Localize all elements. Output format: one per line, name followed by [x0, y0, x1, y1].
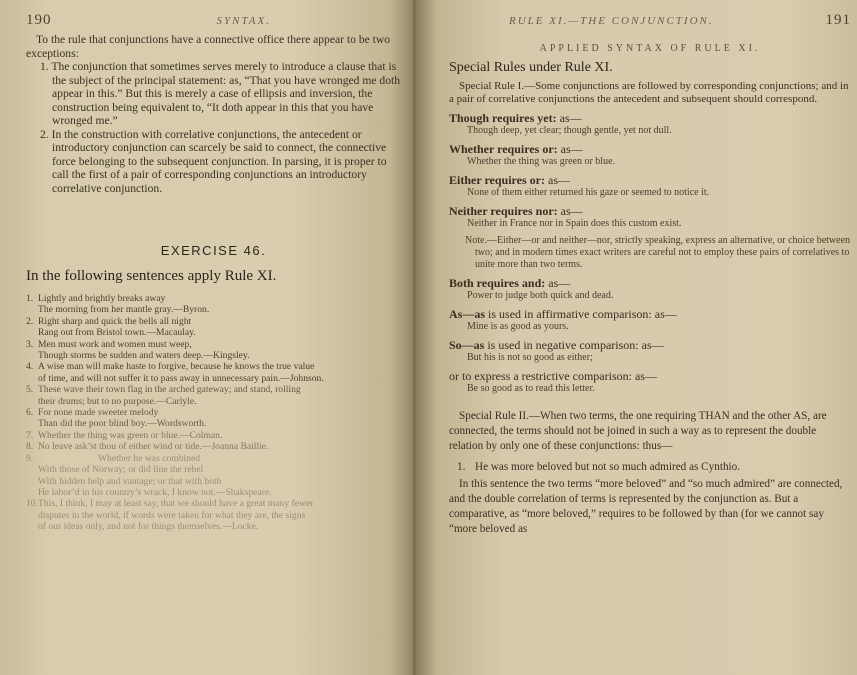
right-page-number: 191 — [825, 12, 851, 28]
rule-both: Both requires and: as— Power to judge both quick and dead. — [449, 276, 851, 302]
right-running-head — [449, 12, 851, 29]
right-page — [415, 0, 857, 675]
list-item: 4. A wise man will make haste to forgive, because he knows the true value of time, and will not suffer it to pass away in unnecessary pain.—Johnson. — [26, 361, 324, 384]
rule-neither: Neither requires nor: as— Neither in France nor in Spain does this custom exist. — [449, 204, 851, 230]
exceptions-section — [26, 33, 401, 195]
exercise-instruction: In the following sentences apply Rule XI. — [26, 268, 277, 284]
list-item: 5. These wave their town flag in the arched gateway; and stand, rolling their drums; but to no purpose.—Carlyle. — [26, 384, 301, 407]
rule-example: None of them either returned his gaze or seemed to notice it. — [467, 187, 710, 198]
rule-example: Neither in France nor in Spain does this custom exist. — [467, 218, 682, 229]
special-rule-1: Special Rule I.—Some conjunctions are followed by corresponding conjunctions; and in a pair of correlative conjunctions the antecedent and subsequent should correspond. — [449, 80, 849, 105]
rule-2-discussion: In this sentence the two terms “more beloved” and “so much admired” are connected, and the double correlation of terms is represented by the conjunction as. But a comparative, as “more beloved,” requires to be followed by than (for we cannot say “more beloved as — [449, 478, 843, 535]
exception-item-1: 1. The conjunction that sometimes serves merely to introduce a clause that is the subject of the principal statement: as, “That you have wronged me doth appear in this.” But this is merely a case of ellipsis and inversion, the construction being equivalent to, “It doth appear in this that you have wronged me.” — [40, 60, 401, 127]
exercise-title: EXERCISE 46. — [160, 243, 267, 258]
rule-example: Be so good as to read this letter. — [467, 383, 595, 394]
rule-example: Power to judge both quick and dead. — [467, 290, 614, 301]
exercise-sentences — [26, 293, 401, 533]
list-item: 6. For none made sweeter melody Than did the poor blind boy.—Wordsworth. — [26, 407, 207, 430]
rule-2-example: 1. He was more beloved but not so much admired as Cynthio. — [457, 461, 741, 473]
left-running-head — [26, 12, 401, 29]
list-item: 8. No leave ask’st thou of either wind or tide.—Joanna Baillie. — [26, 441, 269, 453]
special-rule-2: Special Rule II.—When two terms, the one requiring THAN and the other AS, are connected, the terms should not be joined in such a way as to represent the double relation by only one of these conjunctions: thus— — [449, 410, 827, 452]
left-page — [0, 0, 415, 675]
exceptions-intro: To the rule that conjunctions have a connective office there appear to be two exceptions: — [26, 33, 391, 60]
rule-so-as: So—as is used in negative comparison: as— But his is not so good as either; — [449, 338, 851, 364]
rule-example: Though deep, yet clear; though gentle, yet not dull. — [467, 125, 672, 136]
list-item: 2. Right sharp and quick the bells all night Rang out from Bristol town.—Macaulay. — [26, 315, 196, 339]
right-running-title: RULE XI.—THE CONJUNCTION. — [509, 15, 714, 27]
list-item: 7. Whether the thing was green or blue.—Colman. — [26, 429, 223, 441]
exception-item-2: 2. In the construction with correlative conjunctions, the antecedent or introductory conjunction can scarcely be said to connect, the connective force belonging to the subsequent conjunction. In parsing, it is proper to call the first of a pair of corresponding conjunctions an introductory correlative conjunction. — [40, 127, 387, 195]
rule-example: But his is not so good as either; — [467, 352, 593, 363]
left-page-number: 190 — [26, 12, 52, 28]
list-item: 10.This, I think, I may at least say, that we should have a great many fewer disputes in the world, if words were taken for what they are, the signs of our ideas only, and not for things themselves.—Locke. — [26, 498, 314, 533]
special-rules-heading: Special Rules under Rule XI. — [449, 60, 613, 75]
rule-whether: Whether requires or: as— Whether the thing was green or blue. — [449, 142, 851, 168]
rule-example: Whether the thing was green or blue. — [467, 156, 616, 167]
rule-restrictive: or to express a restrictive comparison: as— Be so good as to read this letter. — [449, 369, 851, 395]
list-item: 9. Whether he was combined With those of Norway; or did line the rebel With hidden help and vantage; or that with both He labor’d in his country’s wrack, I know not.—Shakspeare. — [26, 452, 272, 498]
applied-syntax-heading: APPLIED SYNTAX OF RULE XI. — [539, 43, 761, 54]
rule-as-as: As—as is used in affirmative comparison: as— Mine is as good as yours. — [449, 307, 851, 333]
list-item: 3. Men must work and women must weep, Though storms be sudden and waters deep.—Kingsley. — [26, 338, 250, 362]
list-item: 1. Lightly and brightly breaks away The morning from her mantle gray.—Byron. — [26, 293, 210, 316]
rule-though: Though requires yet: as— Though deep, yet clear; though gentle, yet not dull. — [449, 111, 851, 137]
rule-either: Either requires or: as— None of them either returned his gaze or seemed to notice it. — [449, 173, 851, 199]
correlatives-note: Note.—Either—or and neither—nor, strictly speaking, express an alternative, or choice between two; and in modern times exact writers are careful not to employ these pairs of correlatives to unite more than two terms. — [465, 235, 851, 270]
left-running-title: SYNTAX. — [216, 15, 271, 27]
rule-example: Mine is as good as yours. — [467, 321, 569, 332]
